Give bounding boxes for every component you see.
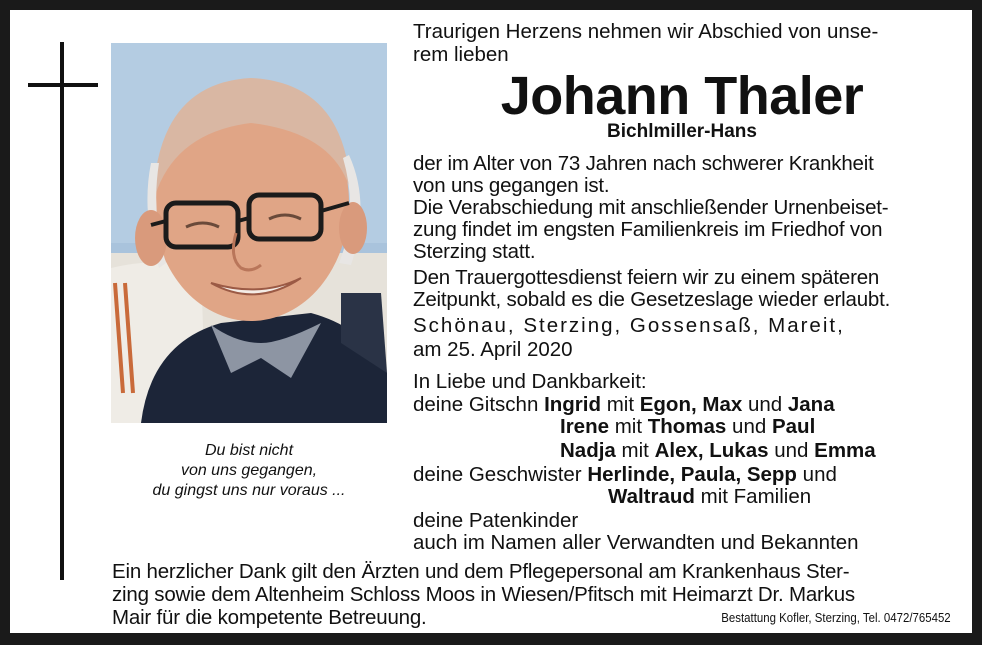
body-line: Zeitpunkt, sobald es die Gesetzeslage wieder erlaubt. xyxy=(413,288,891,311)
portrait-photo xyxy=(111,43,387,423)
cross-icon-bar xyxy=(28,83,98,87)
body-line: zung findet im engsten Familienkreis im Friedhof von xyxy=(413,218,883,241)
intro-line: Traurigen Herzens nehmen wir Abschied von unse- xyxy=(413,20,879,43)
family-label: deine Geschwister xyxy=(413,463,582,486)
family-word: und xyxy=(747,393,783,416)
family-line-waltraud xyxy=(608,486,811,508)
family-name: Emma xyxy=(814,439,876,462)
family-word: und xyxy=(802,463,837,486)
family-name: Alex, Lukas xyxy=(654,439,769,462)
family-verwandte: auch im Namen aller Verwandten und Bekannten xyxy=(413,531,859,554)
family-name: Jana xyxy=(787,393,835,416)
body-line: Den Trauergottesdienst feiern wir zu einem späteren xyxy=(413,266,880,289)
quote-line: du gingst uns nur voraus ... xyxy=(152,482,346,499)
deceased-name: Johann Thaler xyxy=(500,66,864,126)
body-line: von uns gegangen ist. xyxy=(413,174,610,197)
family-name: Ingrid xyxy=(544,393,601,416)
family-name: Thomas xyxy=(647,415,727,438)
family-word: mit xyxy=(614,415,643,438)
family-name: Paul xyxy=(771,415,816,438)
family-word: mit xyxy=(606,393,635,416)
thanks-line: zing sowie dem Altenheim Schloss Moos in Wiesen/Pfitsch mit Heimarzt Dr. Markus xyxy=(112,583,855,606)
family-line-irene xyxy=(560,416,815,438)
family-label: deine Gitschn xyxy=(413,393,539,416)
family-word: und xyxy=(732,415,767,438)
family-word: mit Familien xyxy=(700,485,812,508)
family-line-geschwister xyxy=(413,464,837,486)
family-name: Nadja xyxy=(560,439,616,462)
quote xyxy=(111,441,387,501)
body-line: der im Alter von 73 Jahren nach schwerer Krankheit xyxy=(413,152,874,175)
family-line-gitschn xyxy=(413,394,835,416)
intro-line: rem lieben xyxy=(413,43,509,66)
family-name: Irene xyxy=(560,415,609,438)
body-line: Sterzing statt. xyxy=(413,240,536,263)
thanks-line: Ein herzlicher Dank gilt den Ärzten und dem Pflegepersonal am Krankenhaus Ster- xyxy=(112,560,850,583)
cross-icon xyxy=(60,42,64,580)
places-line: Schönau, Sterzing, Gossensaß, Mareit, xyxy=(413,314,845,337)
family-name: Egon, Max xyxy=(639,393,743,416)
family-word: und xyxy=(774,439,809,462)
thanks-line: Mair für die kompetente Betreuung. xyxy=(112,606,427,629)
family-patenkinder: deine Patenkinder xyxy=(413,509,579,532)
family-intro: In Liebe und Dankbarkeit: xyxy=(413,370,647,393)
family-word: mit xyxy=(621,439,649,462)
undertaker-info: Bestattung Kofler, Sterzing, Tel. 0472/765452 xyxy=(721,610,951,625)
family-name: Waltraud xyxy=(608,485,695,508)
deceased-nickname: Bichlmiller-Hans xyxy=(607,121,757,142)
quote-line: Du bist nicht xyxy=(204,442,294,459)
body-line: Die Verabschiedung mit anschließender Urnenbeiset- xyxy=(413,196,889,219)
date-line: am 25. April 2020 xyxy=(413,338,573,361)
family-line-nadja xyxy=(560,440,876,462)
family-name: Herlinde, Paula, Sepp xyxy=(587,463,797,486)
quote-line: von uns gegangen, xyxy=(180,462,318,479)
